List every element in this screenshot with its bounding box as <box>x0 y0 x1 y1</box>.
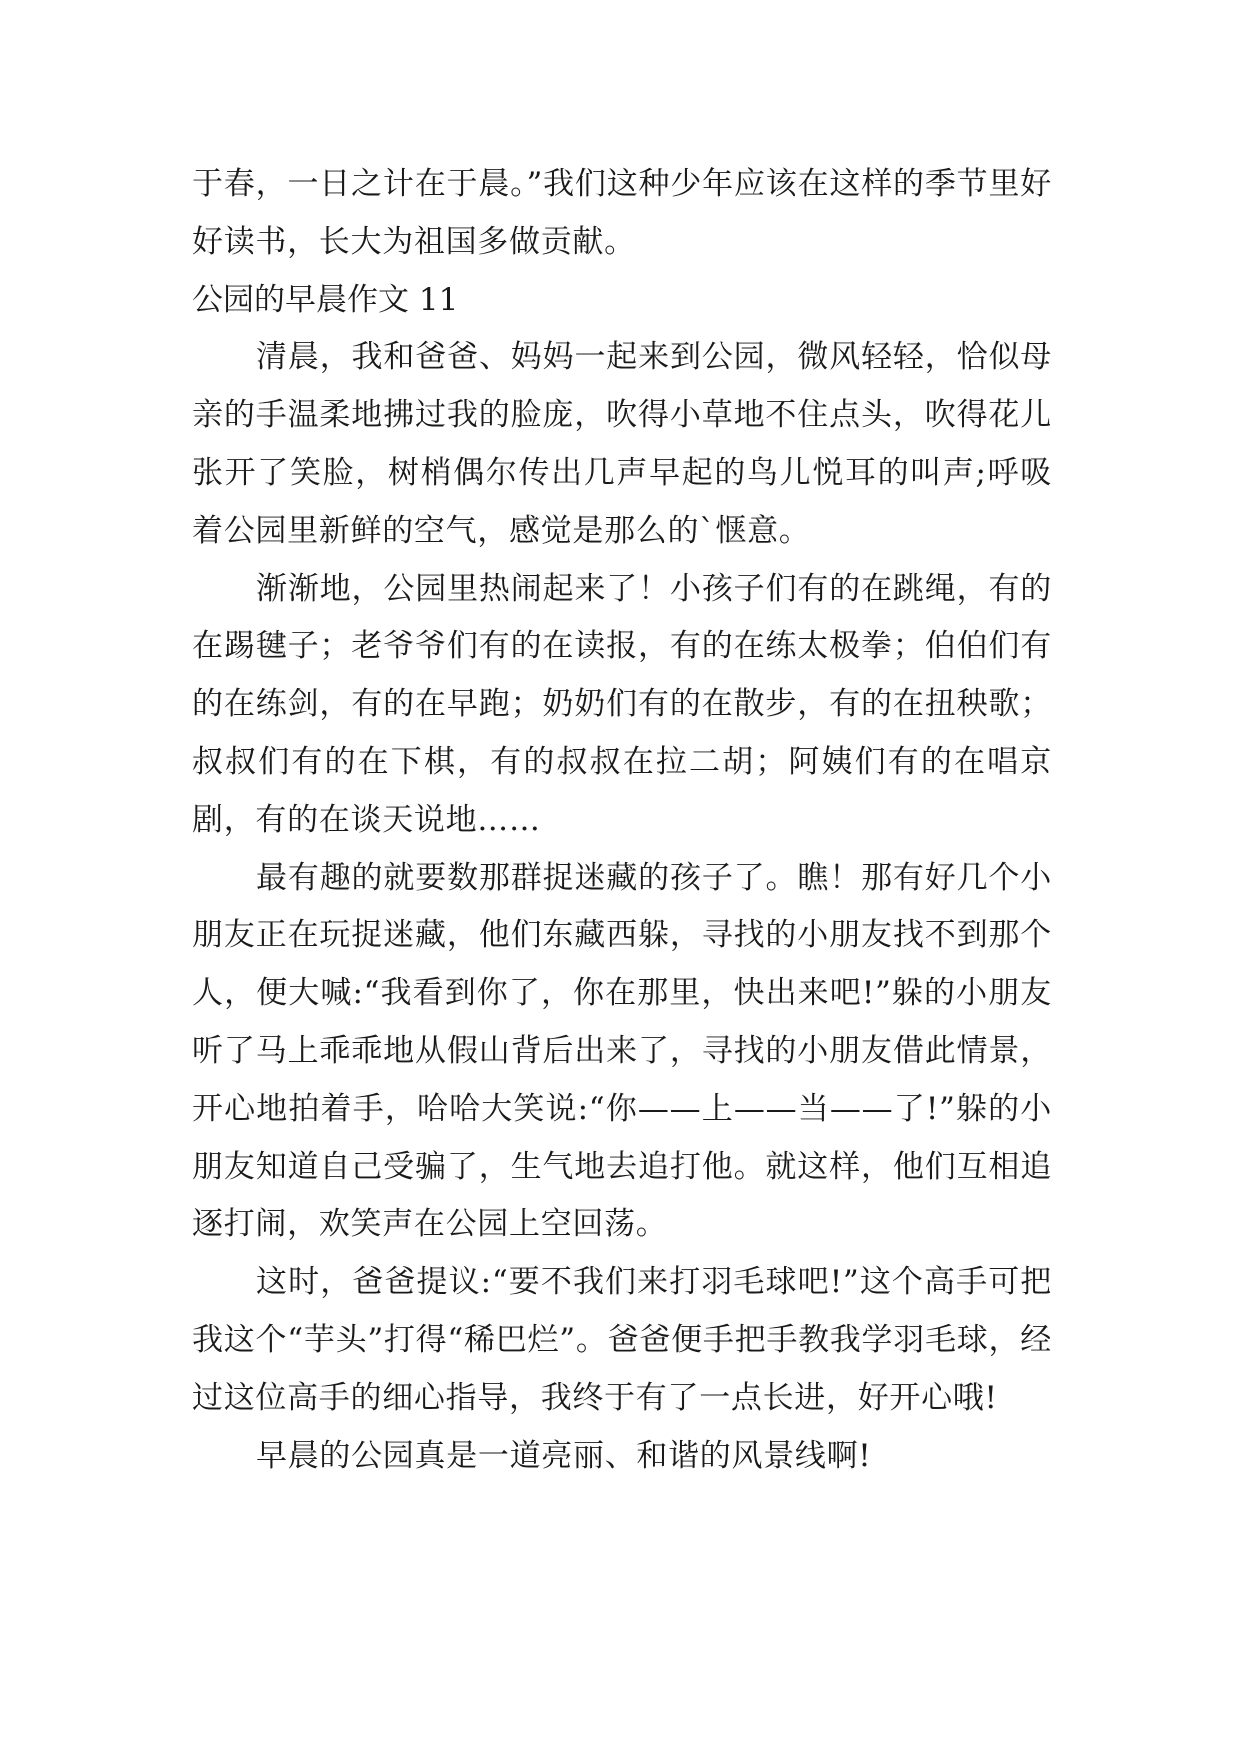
paragraph-badminton: 这时，爸爸提议:“要不我们来打羽毛球吧!”这个高手可把我这个“芋头”打得“稀巴烂”。爸爸便手把手教我学羽毛球，经过这位高手的细心指导，我终于有了一点长进，好开心哦! <box>192 1264 1052 1416</box>
essay-title: 公园的早晨作文 11 <box>192 281 459 318</box>
paragraph-hide-and-seek: 最有趣的就要数那群捉迷藏的孩子了。瞧！那有好几个小朋友正在玩捉迷藏，他们东藏西躲，寻找的小朋友找不到那个人，便大喊:“我看到你了，你在那里，快出来吧!”躲的小朋友听了马上乖乖地从假山背后出来了，寻找的小朋友借此情景，开心地拍着手，哈哈大笑说:“你——上——当——了!”躲的小朋友知道自己受骗了，生气地去追打他。就这样，他们互相追逐打闹，欢笑声在公园上空回荡。 <box>192 859 1052 1243</box>
paragraph-morning-arrival: 清晨，我和爸爸、妈妈一起来到公园，微风轻轻，恰似母亲的手温柔地拂过我的脸庞，吹得小草地不住点头，吹得花儿张开了笑脸，树梢偶尔传出几声早起的鸟儿悦耳的叫声;呼吸着公园里新鲜的空气，感觉是那么的`惬意。 <box>192 339 1052 549</box>
paragraph-continuation: 于春，一日之计在于晨。”我们这种少年应该在这样的季节里好好读书，长大为祖国多做贡献。 <box>192 166 1052 260</box>
paragraph-park-activities: 渐渐地，公园里热闹起来了！小孩子们有的在跳绳，有的在踢毽子；老爷爷们有的在读报，有的在练太极拳；伯伯们有的在练剑，有的在早跑；奶奶们有的在散步，有的在扭秧歌；叔叔们有的在下棋，有的叔叔在拉二胡；阿姨们有的在唱京剧，有的在谈天说地…… <box>192 570 1052 838</box>
paragraph-conclusion: 早晨的公园真是一道亮丽、和谐的风景线啊! <box>256 1437 872 1474</box>
document-page <box>192 156 1052 1485</box>
